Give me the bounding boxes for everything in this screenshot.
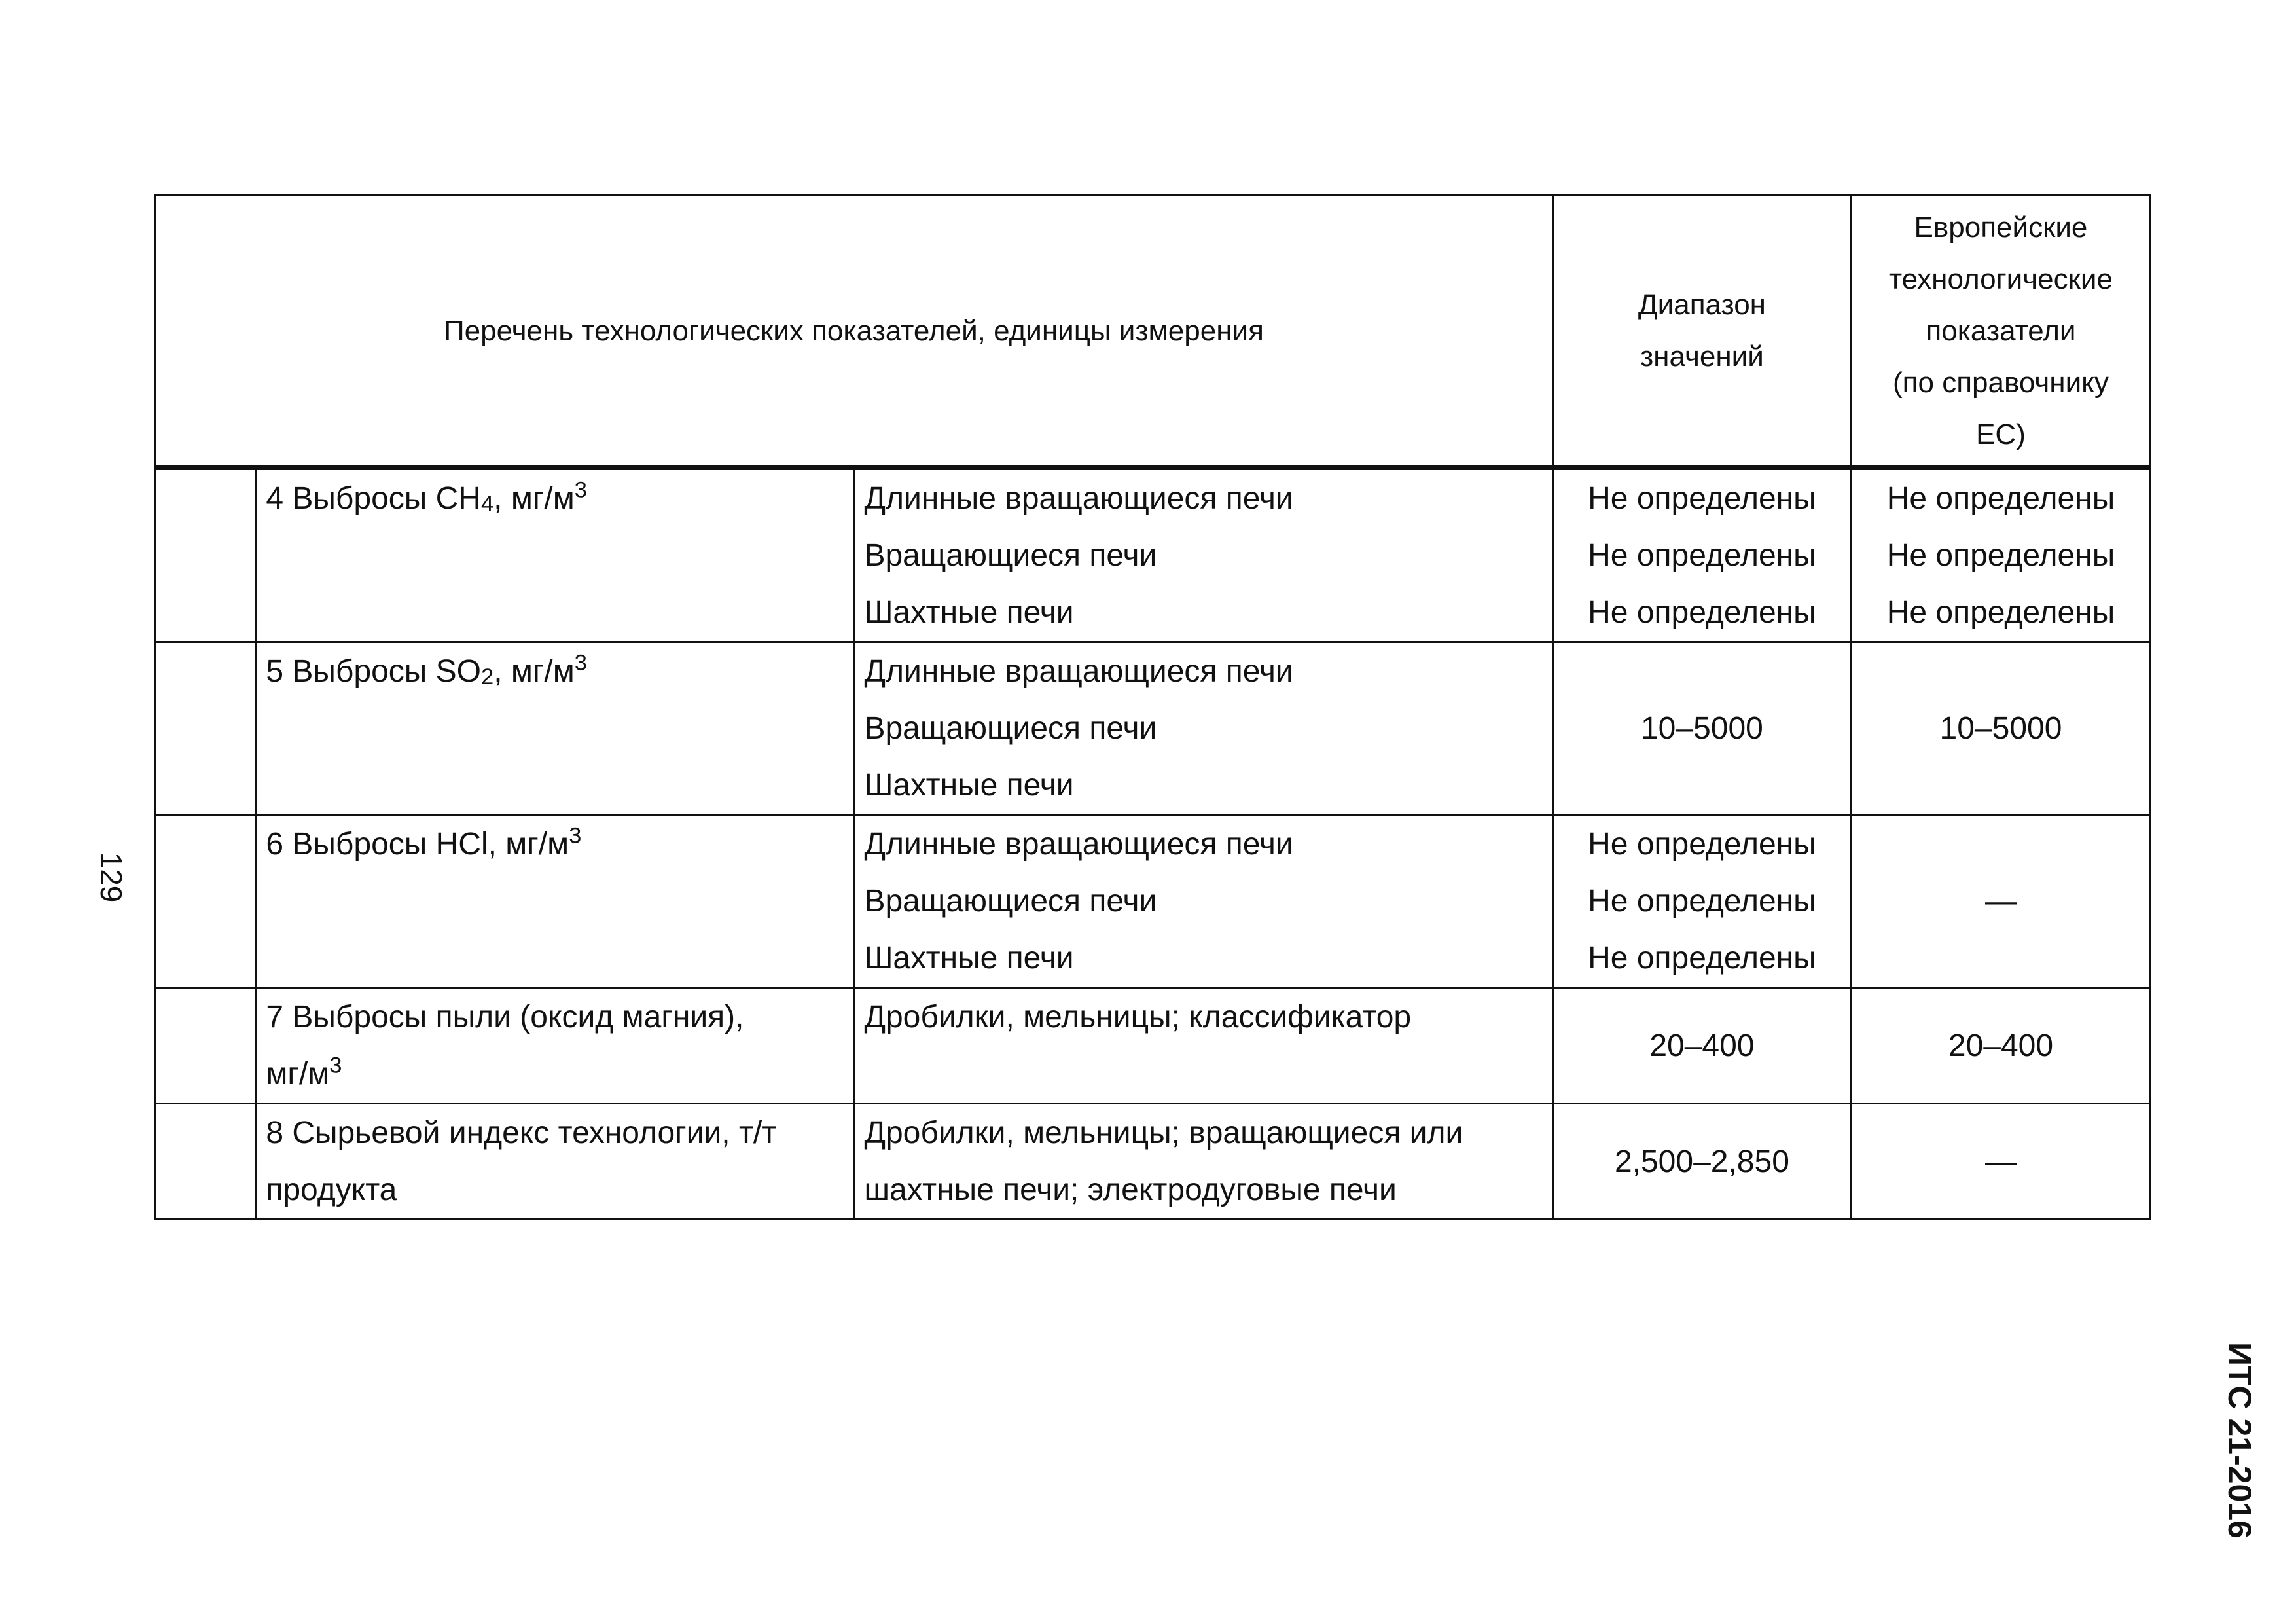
equipment-item: Длинные вращающиеся печи <box>864 827 1293 862</box>
parameter-cell <box>256 468 854 642</box>
range-value: Не определены <box>1588 595 1816 630</box>
range-value: 20–400 <box>1649 1028 1755 1063</box>
equipment-cell <box>854 642 1552 815</box>
range-cell <box>1552 815 1851 988</box>
equipment-cell <box>854 468 1552 642</box>
equipment-cell <box>854 815 1552 988</box>
european-value: 20–400 <box>1948 1028 2054 1063</box>
header-range-line: Диапазон <box>1638 289 1766 321</box>
european-cell <box>1851 1104 2150 1220</box>
european-value: — <box>1984 1144 2017 1179</box>
range-cell <box>1552 642 1851 815</box>
parameter-text: 4 Выбросы CH <box>266 481 481 516</box>
equipment-item: Шахтные печи <box>864 768 1074 803</box>
range-value: 2,500–2,850 <box>1614 1144 1789 1179</box>
european-cell <box>1851 815 2150 988</box>
parameter-superscript: 3 <box>329 1053 342 1078</box>
header-european-line: технологические <box>1889 263 2113 295</box>
table-row <box>155 815 2151 988</box>
equipment-item: Длинные вращающиеся печи <box>864 654 1293 689</box>
range-value: Не определены <box>1588 827 1816 862</box>
range-value: 10–5000 <box>1640 711 1763 746</box>
parameter-subscript: 4 <box>480 492 494 517</box>
european-cell <box>1851 988 2150 1104</box>
header-european-line: (по справочнику <box>1893 366 2109 399</box>
indicators-table <box>154 194 2151 1220</box>
table-row <box>155 988 2151 1104</box>
parameter-superscript: 3 <box>569 823 582 848</box>
table-row <box>155 642 2151 815</box>
equipment-item: Шахтные печи <box>864 595 1074 630</box>
equipment-item: Вращающиеся печи <box>864 884 1157 919</box>
range-cell <box>1552 468 1851 642</box>
parameter-text: продукта <box>266 1173 397 1207</box>
document-code: ИТС 21-2016 <box>2221 1342 2258 1539</box>
european-cell <box>1851 642 2150 815</box>
parameter-text: 6 Выбросы HCl, мг/м <box>266 827 569 862</box>
equipment-item: Дробилки, мельницы; классификатор <box>864 1000 1412 1034</box>
parameter-text: 7 Выбросы пыли (оксид магния), <box>266 1000 744 1034</box>
range-value: Не определены <box>1588 941 1816 976</box>
parameter-cell <box>256 642 854 815</box>
range-value: Не определены <box>1588 481 1816 516</box>
header-range-line: значений <box>1640 340 1764 373</box>
table-row <box>155 1104 2151 1220</box>
parameter-superscript: 3 <box>574 650 587 676</box>
equipment-item: Длинные вращающиеся печи <box>864 481 1293 516</box>
european-value: Не определены <box>1886 595 2115 630</box>
header-range <box>1552 195 1851 468</box>
parameter-text: 5 Выбросы SO <box>266 654 481 689</box>
equipment-item: Шахтные печи <box>864 941 1074 976</box>
header-european-line: Европейские <box>1914 211 2088 244</box>
equipment-cell <box>854 988 1552 1104</box>
row-blank-cell <box>155 1104 256 1220</box>
table-row <box>155 468 2151 642</box>
table-header-row <box>155 195 2151 468</box>
european-value: — <box>1984 884 2017 919</box>
range-value: Не определены <box>1588 884 1816 919</box>
parameter-text: 8 Сырьевой индекс технологии, т/т <box>266 1116 777 1150</box>
row-blank-cell <box>155 642 256 815</box>
header-indicators-label: Перечень технологических показателей, единицы измерения <box>444 314 1264 347</box>
parameter-unit: , мг/м <box>493 654 575 689</box>
parameter-subscript: 2 <box>480 665 494 690</box>
european-cell <box>1851 468 2150 642</box>
parameter-unit: , мг/м <box>493 481 575 516</box>
parameter-cell <box>256 1104 854 1220</box>
parameter-cell <box>256 988 854 1104</box>
range-cell <box>1552 1104 1851 1220</box>
header-european-line: показатели <box>1926 314 2076 347</box>
range-value: Не определены <box>1588 538 1816 573</box>
parameter-cell <box>256 815 854 988</box>
row-blank-cell <box>155 988 256 1104</box>
range-cell <box>1552 988 1851 1104</box>
equipment-item: Вращающиеся печи <box>864 711 1157 746</box>
header-european <box>1851 195 2150 468</box>
equipment-item: шахтные печи; электродуговые печи <box>864 1173 1397 1207</box>
parameter-superscript: 3 <box>574 477 587 503</box>
header-indicators <box>155 195 1553 468</box>
equipment-cell <box>854 1104 1552 1220</box>
european-value: Не определены <box>1886 481 2115 516</box>
page-number: 129 <box>94 852 128 903</box>
european-value: 10–5000 <box>1939 711 2062 746</box>
european-value: Не определены <box>1886 538 2115 573</box>
parameter-unit: мг/м <box>266 1057 330 1091</box>
equipment-item: Дробилки, мельницы; вращающиеся или <box>864 1116 1463 1150</box>
header-european-line: ЕС) <box>1976 418 2026 450</box>
equipment-item: Вращающиеся печи <box>864 538 1157 573</box>
row-blank-cell <box>155 815 256 988</box>
row-blank-cell <box>155 468 256 642</box>
